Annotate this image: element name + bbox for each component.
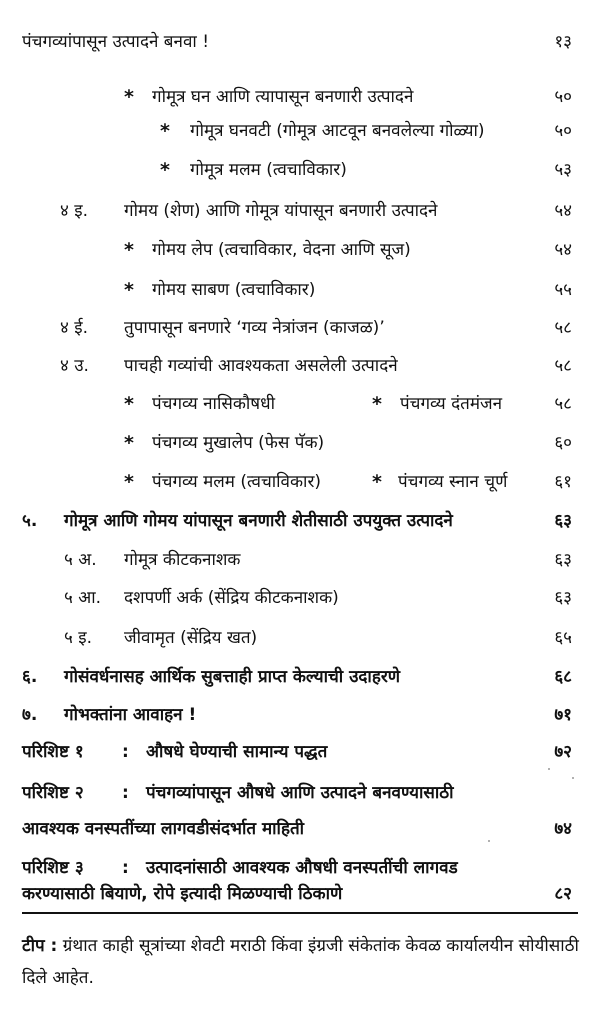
toc-entry-title: गोमूत्र आणि गोमय यांपासून बनणारी शेतीसाठी उपयुक्त उत्पादने [64,511,453,531]
toc-entry-title: गोमूत्र घन आणि त्यापासून बनणारी उत्पादने [152,87,414,107]
appendix-colon: : [122,742,129,762]
toc-row [0,467,600,497]
bullet-star-icon: * [124,86,134,108]
toc-page-number: ६३ [554,550,572,570]
section-number: ४ उ. [60,356,89,376]
toc-row [0,623,600,653]
bullet-star-icon: * [372,471,382,493]
toc-row [0,196,600,226]
toc-page-number: ६३ [554,511,572,531]
toc-page-number: ५३ [554,160,572,180]
bullet-star-icon: * [160,159,170,181]
toc-entry-title: पाचही गव्यांची आवश्यकता असलेली उत्पादने [124,356,398,376]
toc-row [0,583,600,613]
footnote-label: टीप : [22,936,58,956]
toc-page-number: ५८ [554,394,572,414]
section-number: ६. [22,667,38,687]
toc-page-number: ५० [554,121,572,141]
appendix-label: परिशिष्ट १ [22,742,84,762]
toc-entry-title: गोमूत्र घनवटी (गोमूत्र आटवून बनवलेल्या गोळ्या) [190,121,485,141]
toc-page-number: ६३ [554,588,572,608]
scan-speck [488,840,490,842]
toc-row [0,116,600,146]
section-number: ४ इ. [60,201,88,221]
toc-entry-title: गोभक्तांना आवाहन ! [64,705,197,725]
section-number: ५ अ. [64,550,97,570]
toc-row [0,662,600,692]
section-number: ७. [22,705,38,725]
toc-page-number: १३ [554,32,572,52]
scan-speck [548,768,550,770]
toc-row [0,351,600,381]
toc-row [0,389,600,419]
toc-row [0,700,600,730]
scan-speck [572,777,574,779]
toc-page-number: ६० [554,433,572,453]
toc-page-number: ७४ [554,819,572,839]
toc-entry-title: गोमय साबण (त्वचाविकार) [152,280,316,300]
bullet-star-icon: * [124,432,134,454]
bullet-star-icon: * [124,471,134,493]
toc-row [0,506,600,536]
toc-page-number: ६५ [554,628,572,648]
toc-page-number: ५५ [554,280,572,300]
toc-entry-title-secondary: पंचगव्य स्नान चूर्ण [398,472,508,492]
appendix-label: परिशिष्ट २ [22,783,84,803]
toc-entry-title: गोमय (शेण) आणि गोमूत्र यांपासून बनणारी उत्पादने [124,201,438,221]
toc-entry-title: दशपर्णी अर्क (सेंद्रिय कीटकनाशक) [124,588,339,608]
bullet-star-icon: * [372,393,382,415]
toc-entry-title: गोमूत्र मलम (त्वचाविकार) [190,160,347,180]
toc-row [0,82,600,112]
toc-page-number: ६८ [554,667,572,687]
appendix-colon: : [122,858,129,878]
toc-entry-title-continued: करण्यासाठी बियाणे, रोपे इत्यादी मिळण्याची ठिकाणे [22,884,343,904]
toc-row [0,275,600,305]
toc-row [0,428,600,458]
toc-row-continued [0,879,600,909]
bullet-star-icon: * [124,279,134,301]
toc-entry-title: पंचगव्य मुखालेप (फेस पॅक) [152,433,325,453]
toc-row [0,27,600,57]
toc-entry-title-continued: आवश्यक वनस्पतींच्या लागवडीसंदर्भात माहिती [22,819,305,839]
toc-page-number: ५० [554,87,572,107]
footnote-text: ग्रंथात काही सूत्रांच्या शेवटी मराठी किंवा इंग्रजी संकेतांक केवळ कार्यालयीन सोयीसाठी दिले आहेत. [22,936,579,988]
toc-entry-title-secondary: पंचगव्य दंतमंजन [400,394,503,414]
toc-entry-title: पंचगव्य मलम (त्वचाविकार) [152,472,322,492]
toc-page-number: ५८ [554,356,572,376]
footnote [22,930,582,994]
bullet-star-icon: * [160,120,170,142]
toc-entry-title: पंचगव्य नासिकौषधी [152,394,275,414]
toc-row [0,235,600,265]
toc-entry-title: औषधे घेण्याची सामान्य पद्धत [146,742,328,762]
bullet-star-icon: * [124,239,134,261]
toc-page-number: ५४ [554,240,572,260]
toc-row [0,778,600,808]
section-number: ४ ई. [60,318,88,338]
section-number: ५ इ. [64,628,92,648]
toc-row [0,737,600,767]
toc-entry-title: गोसंवर्धनासह आर्थिक सुबत्ताही प्राप्त केल्याची उदाहरणे [64,667,401,687]
toc-row [0,545,600,575]
section-number: ५ आ. [64,588,102,608]
bullet-star-icon: * [124,393,134,415]
toc-row-continued [0,814,600,844]
footnote-divider [22,912,578,914]
toc-entry-title: गोमूत्र कीटकनाशक [124,550,241,570]
toc-page-number: ६१ [554,472,572,492]
toc-entry-title: गोमय लेप (त्वचाविकार, वेदना आणि सूज) [152,240,411,260]
toc-page-number: ५८ [554,318,572,338]
toc-page-number: ५४ [554,201,572,221]
toc-entry-title: पंचगव्यांपासून औषधे आणि उत्पादने बनवण्यासाठी [146,783,454,803]
toc-page-number: ८२ [554,884,572,904]
toc-entry-title: उत्पादनांसाठी आवश्यक औषधी वनस्पतींची लागवड [146,858,458,878]
toc-row [0,313,600,343]
toc-page-number: ७१ [554,705,572,725]
appendix-label: परिशिष्ट ३ [22,858,84,878]
toc-entry-title: पंचगव्यांपासून उत्पादने बनवा ! [22,32,210,52]
toc-entry-title: तुपापासून बनणारे ‘गव्य नेत्रांजन (काजळ)’ [124,318,385,338]
toc-entry-title: जीवामृत (सेंद्रिय खत) [124,628,258,648]
appendix-colon: : [122,783,129,803]
toc-row [0,155,600,185]
section-number: ५. [22,511,38,531]
toc-page-number: ७२ [554,742,572,762]
